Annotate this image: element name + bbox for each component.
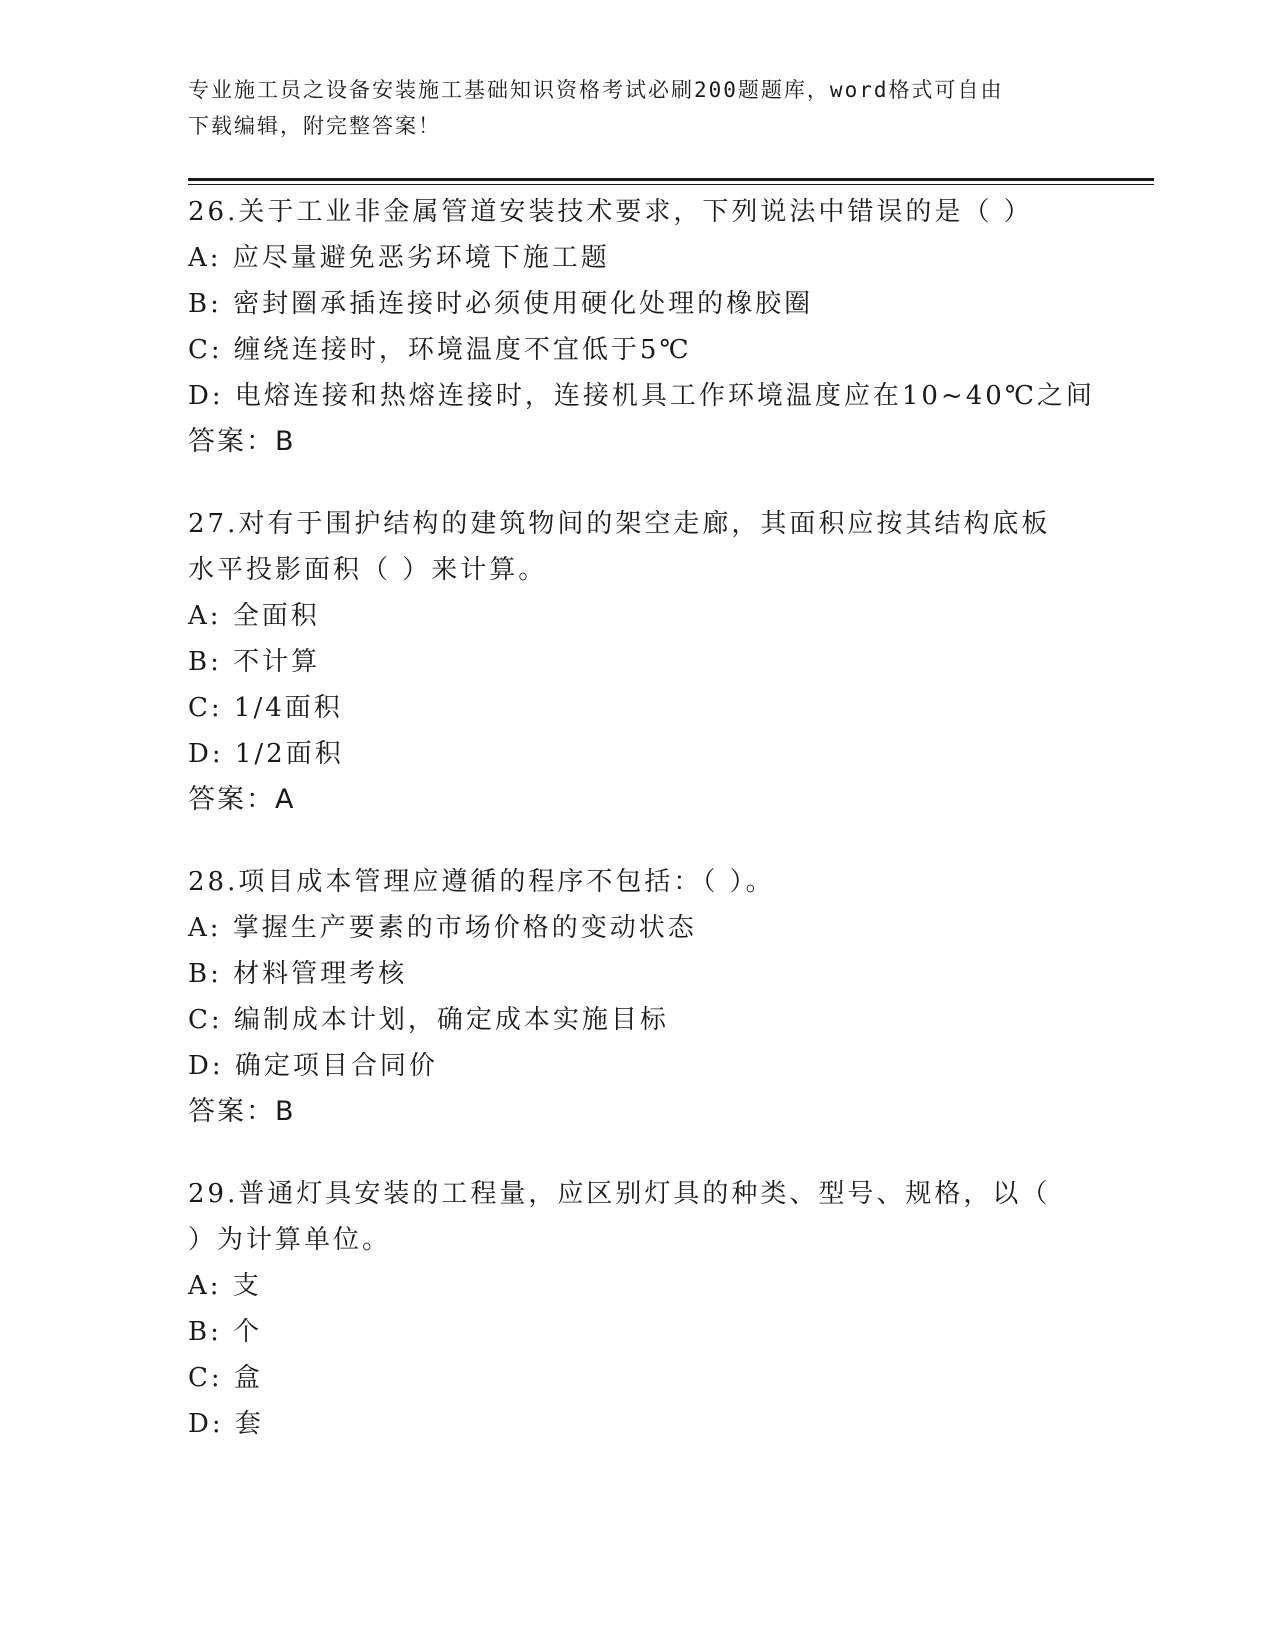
option-d: D: 电熔连接和热熔连接时，连接机具工作环境温度应在10~40℃之间 — [188, 381, 1095, 411]
option-d: D: 套 — [188, 1409, 264, 1439]
option-c: C: 1/4面积 — [188, 693, 343, 723]
header-divider-thin — [188, 184, 1154, 185]
option-a: A: 支 — [188, 1271, 262, 1301]
header-line-1: 专业施工员之设备安装施工基础知识资格考试必刷200题题库，word格式可自由 — [188, 78, 1004, 102]
answer-label: 答案：B — [188, 1096, 296, 1127]
option-a: A: 应尽量避免恶劣环境下施工题 — [188, 243, 610, 273]
option-c: C: 编制成本计划，确定成本实施目标 — [188, 1005, 669, 1035]
option-b: B: 材料管理考核 — [188, 959, 408, 989]
question-stem: 28.项目成本管理应遵循的程序不包括：（ ）。 — [188, 867, 775, 897]
option-b: B: 密封圈承插连接时必须使用硬化处理的橡胶圈 — [188, 289, 814, 319]
document-header — [188, 72, 1088, 144]
question-29 — [188, 1171, 1088, 1447]
option-a: A: 掌握生产要素的市场价格的变动状态 — [188, 913, 697, 943]
question-28 — [188, 859, 1088, 1135]
option-d: D: 1/2面积 — [188, 739, 344, 769]
header-line-2: 下载编辑，附完整答案！ — [188, 114, 441, 138]
option-c: C: 盒 — [188, 1363, 263, 1393]
question-stem: 26.关于工业非金属管道安装技术要求，下列说法中错误的是（ ） — [188, 197, 1033, 227]
option-a: A: 全面积 — [188, 601, 320, 631]
option-b: B: 不计算 — [188, 647, 321, 677]
question-stem: 29.普通灯具安装的工程量，应区别灯具的种类、型号、规格，以（ ）为计算单位。 — [188, 1179, 1051, 1255]
question-26 — [188, 189, 1095, 465]
question-list — [188, 189, 1095, 1483]
question-27 — [188, 501, 1088, 823]
option-d: D: 确定项目合同价 — [188, 1051, 438, 1081]
header-divider-thick — [188, 178, 1154, 181]
answer-label: 答案：A — [188, 784, 296, 815]
answer-label: 答案：B — [188, 426, 296, 457]
question-stem: 27.对有于围护结构的建筑物间的架空走廊，其面积应按其结构底板水平投影面积（ ）来计算。 — [188, 509, 1051, 585]
option-b: B: 个 — [188, 1317, 263, 1347]
option-c: C: 缠绕连接时，环境温度不宜低于5℃ — [188, 335, 692, 365]
